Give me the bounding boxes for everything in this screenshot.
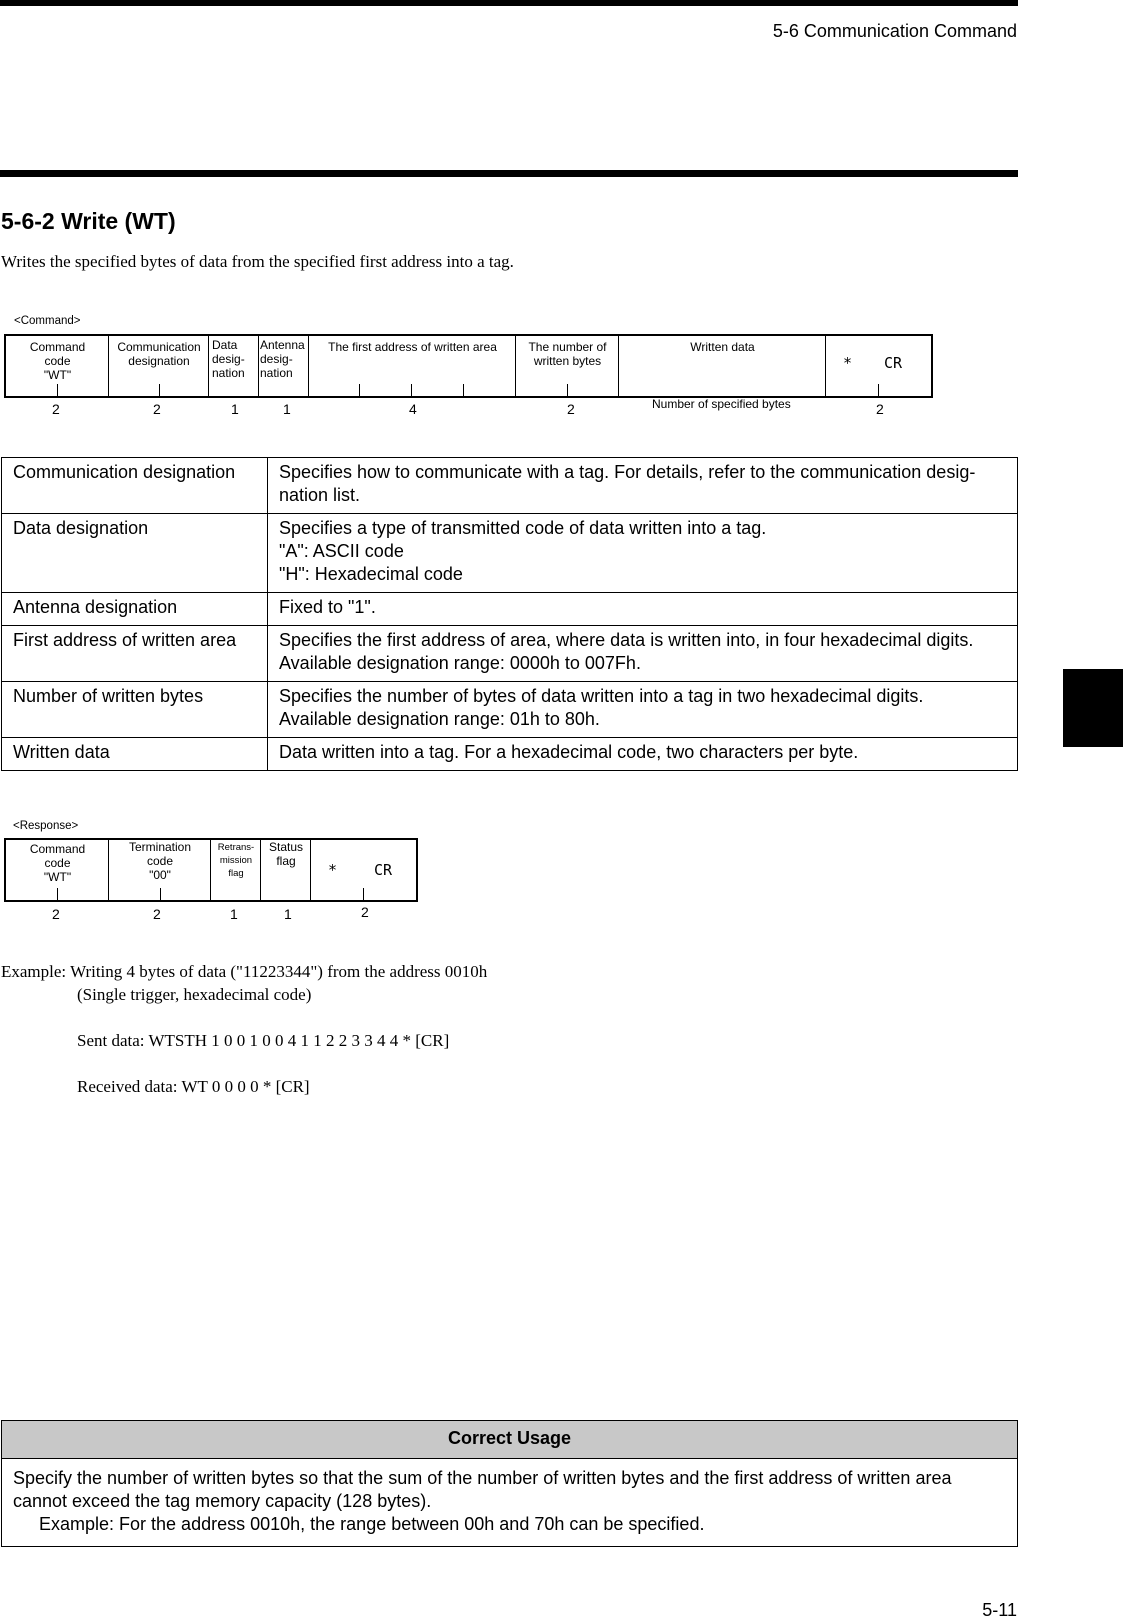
written-data-dash-top (690, 334, 762, 336)
example-block (1, 960, 487, 1098)
definition-term: Antenna designation (2, 593, 268, 626)
command-frame (4, 334, 933, 398)
definitions-table (1, 457, 1018, 771)
response-count: 1 (284, 906, 292, 922)
definition-term: First address of written area (2, 626, 268, 682)
chapter-tab (1063, 669, 1123, 747)
definition-term: Communication designation (2, 458, 268, 514)
example-title: Example: Writing 4 bytes of data ("11223344") from the address 0010h (1, 962, 488, 981)
table-row (2, 738, 1018, 771)
status-flag-cell: Status flag (261, 840, 311, 900)
communication-designation-cell: Communication designation (109, 336, 209, 396)
terminator-cell: * CR (311, 840, 416, 900)
correct-usage-body: Specify the number of written bytes so that the sum of the number of written bytes and the first address of written area cannot exceed the tag memory capacity (128 bytes). Example: For the address 0010h, the range between 00h and 70h can be specified. (2, 1459, 1017, 1546)
example-sent-data: Sent data: WTSTH 1 0 0 1 0 0 4 1 1 2 2 3 3 4 4 * [CR] (77, 1031, 450, 1050)
correct-usage-box (1, 1420, 1018, 1547)
definition-desc: Data written into a tag. For a hexadecimal code, two characters per byte. (268, 738, 1018, 771)
table-row (2, 593, 1018, 626)
table-row (2, 682, 1018, 738)
response-count: 1 (230, 906, 238, 922)
response-count: 2 (361, 904, 369, 920)
termination-code-cell: Termination code "00" (109, 840, 211, 900)
command-count: 2 (153, 401, 161, 417)
table-row (2, 626, 1018, 682)
antenna-designation-cell: Antenna desig- nation (259, 336, 309, 396)
terminator-cell: * CR (826, 336, 931, 396)
definition-desc: Fixed to "1". (268, 593, 1018, 626)
definition-term: Written data (2, 738, 268, 771)
running-header: 5-6 Communication Command (772, 21, 1017, 41)
command-frame-label: <Command> (14, 315, 81, 327)
definition-term: Data designation (2, 514, 268, 593)
response-frame (4, 838, 418, 902)
correct-usage-title: Correct Usage (2, 1421, 1017, 1459)
definition-desc: Specifies how to communicate with a tag. For details, refer to the communication desig- nation list. (268, 458, 1018, 514)
command-count: Number of specified bytes (652, 397, 791, 411)
example-subtitle: (Single trigger, hexadecimal code) (77, 985, 312, 1004)
command-count: 4 (409, 401, 417, 417)
definition-desc: Specifies a type of transmitted code of data written into a tag. "A": ASCII code "H": Hexadecimal code (268, 514, 1018, 593)
command-count: 2 (876, 401, 884, 417)
definition-desc: Specifies the first address of area, where data is written into, in four hexadecimal digits. Available designation range: 0000h to 007Fh. (268, 626, 1018, 682)
command-count: 2 (52, 401, 60, 417)
command-count: 2 (567, 401, 575, 417)
command-code-cell: Command code "WT" (6, 840, 109, 900)
definition-term: Number of written bytes (2, 682, 268, 738)
response-frame-label: <Response> (13, 820, 79, 832)
top-rule (0, 0, 1018, 6)
first-address-cell: The first address of written area (309, 336, 516, 396)
definition-desc: Specifies the number of bytes of data written into a tag in two hexadecimal digits. Available designation range: 01h to 80h. (268, 682, 1018, 738)
response-count: 2 (153, 906, 161, 922)
section-intro: Writes the specified bytes of data from the specified first address into a tag. (1, 252, 514, 271)
retransmission-flag-cell: Retrans- mission flag (211, 840, 261, 900)
section-title: 5-6-2 Write (WT) (1, 208, 176, 234)
command-count: 1 (283, 401, 291, 417)
response-count: 2 (52, 906, 60, 922)
command-count: 1 (231, 401, 239, 417)
number-of-bytes-cell: The number of written bytes (516, 336, 619, 396)
correct-usage-example: Example: For the address 0010h, the range between 00h and 70h can be specified. (39, 1514, 705, 1534)
table-row (2, 514, 1018, 593)
command-code-cell: Command code "WT" (6, 336, 109, 396)
table-row (2, 458, 1018, 514)
example-received-data: Received data: WT 0 0 0 0 * [CR] (77, 1077, 310, 1096)
page-number: 5-11 (982, 1600, 1017, 1620)
section-rule (0, 170, 1018, 177)
data-designation-cell: Data desig- nation (209, 336, 259, 396)
written-data-cell: Written data (619, 336, 826, 396)
